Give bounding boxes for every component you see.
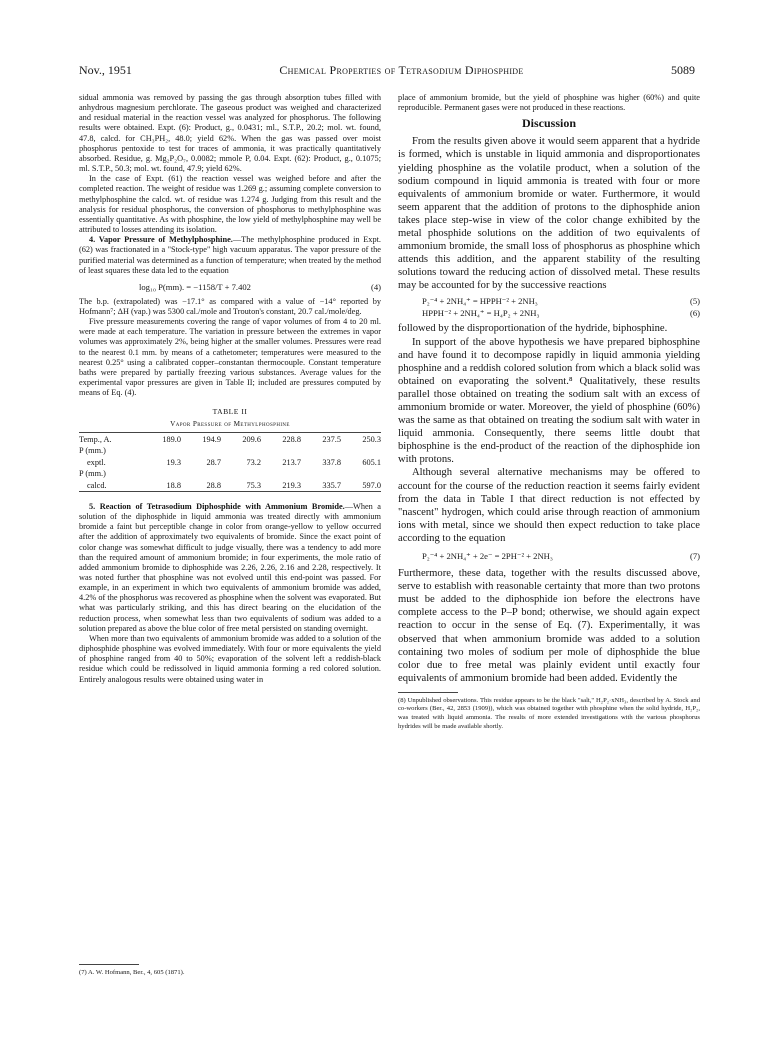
calcd-cell: 597.0	[341, 479, 381, 491]
section-5-body: —When a solution of the diphosphide in liquid ammonia was treated directly with ammonium bromide a faint but perceptible change in color from orange-yellow to yellow occurred after the addition of approximately two equivalents of bromide. Since the exact point of color change was somewhat difficult to judge visually, there was a tendency to add more than the required amount of ammonium bromide; in four experiments, the mole ratio of added ammonium bromide to diphosphide was 2.26, 2.26, 2.16 and 2.28, respectively. It was noted further that phosphine was not evolved until this end-point was passed. For example, in an experiment in which two equivalents of ammonium bromide was added, 4.2% of the phosphorus was recovered as phosphine when the solvent was evaporated. But what was particularly striking, and this has direct bearing on the elucidation of the reduction process, when somewhat less than two equivalents of sodium was added to a solution prepared as above the blue color of free metal persisted on standing overnight.	[79, 501, 381, 633]
calcd-cell: 219.3	[261, 479, 301, 491]
calcd-label: calcd.	[79, 479, 141, 491]
equation-4-text: log₁₀ P(mm). = −1158/T + 7.402	[139, 281, 251, 292]
discussion-paragraph-4: Although several alternative mechanisms may be offered to account for the course of the reduction reaction it seems fairly evident from the data in Table I that direct reduction is not effected by "nascent" hydrogen, which could arise through reaction of ammonium ions with metal, since we should then expect reduction to take place according to the equation	[398, 467, 700, 544]
continuation-paragraph: place of ammonium bromide, but the yield of phosphine was higher (60%) and quite reproducible. Permanent gases were not produced in these reactions.	[398, 93, 700, 113]
left-footnotes	[79, 958, 381, 978]
pressure-label: P (mm.)	[79, 469, 106, 479]
calcd-cell: 28.8	[181, 479, 221, 491]
right-footnotes	[398, 692, 700, 731]
temp-cell: 189.0	[141, 433, 181, 445]
discussion-paragraph-3: In support of the above hypothesis we have prepared biphosphine and have found it to decompose rapidly in liquid ammonia yielding phosphine and a reddish colored solution from which a black solid was obtained on evaporating the solvent.⁸ Qualitatively, these results parallel those obtained on treating the sodium salt with an excess of ammonium bromide or water. Moreover, the yield of phosphine (60%) was the same as that obtained on treating the sodium salt with water in liquid ammonia. Consequently, there seems little doubt that biphosphine is the end-product of the reaction of the diphosphide ion with protons.	[398, 336, 700, 466]
page-number: 5089	[671, 63, 695, 77]
footnote-7: (7) A. W. Hofmann, Ber., 4, 605 (1871).	[79, 969, 185, 976]
section-4-paragraph	[79, 235, 381, 276]
equation-6-number: (6)	[689, 308, 700, 319]
section-5-title: 5. Reaction of Tetrasodium Diphosphide with Ammonium Bromide.	[89, 501, 345, 511]
vapor-pressure-table	[79, 432, 381, 492]
table-row	[79, 468, 381, 480]
residue-weight-paragraph: In the case of Expt. (61) the reaction vessel was weighed before and after the completed reaction. The weight of residue was 1.269 g.; assuming complete conversion to methylphosphine the calcd. wt. of residue was 1.274 g. Judging from this result and the analysis for residual phosphorus, the conversion of phosphorus to methylphosphine was essentially quantitative. As with phosphine, the low yield of methylphosphine may well be attributed to losses attending its isolation.	[79, 174, 381, 235]
experimental-results-paragraph: sidual ammonia was removed by passing the gas through absorption tubes filled with anhydrous magnesium perchlorate. The gaseous product was weighed and characterized and residual material in the reaction vessel was analyzed for phosphorus. The following results were obtained. Expt. (6): Product, g., 0.0431; ml., S.T.P., 20.2; mol. wt. found, 47.8, calcd. for CH₃PH₂, 48.0; yield 62%. When the gas was passed over moist phosphorus pentoxide to test for traces of ammonia, it was practically quantitatively absorbed. Residue, g. Mg₂P₂O₇, 0.0082; mmole P, 0.04. Expt. (62): Product, g., 0.1075; ml. S.T.P., 50.3; mol. wt. found, 47.9; yield 62%.	[79, 93, 381, 174]
running-title: Chemical Properties of Tetrasodium Diphosphide	[279, 63, 524, 77]
equation-7-text: P₂⁻⁴ + 2NH₄⁺ + 2e⁻ = 2PH⁻² + 2NH₃	[422, 551, 553, 562]
temp-cell: 250.3	[341, 433, 381, 445]
footnote-8: (8) Unpublished observations. This residue appears to be the black "salt," H₂P₂·xNH₃, described by A. Stock and co-workers (Ber., 42, 2853 (1909)), which was obtained together with phosphine when the solid hydride, H₂P₂, was treated with liquid ammonia. The results of more extended investigations with the various phosphorus hydrides will be made available shortly.	[398, 696, 700, 730]
footnote-divider	[398, 692, 458, 693]
temp-cell: 228.8	[261, 433, 301, 445]
temp-cell: 209.6	[221, 433, 261, 445]
equation-7-number: (7)	[689, 551, 700, 562]
measurement-paragraph: Five pressure measurements covering the range of vapor volumes of from 4 to 20 ml. were made at each temperature. The variation in pressure between the extremes in vapor volumes was approximately 2%, being higher at the smaller volumes. Pressures were read to the nearest 0.1 mm. by means of a cathetometer; temperatures were measured to the nearest 0.25° using a calibrated copper–constantan thermocouple. Constant temperature baths were prepared by partially freezing various substances. Average values for the experimental vapor pressures are given in Table II; included are pressures computed by means of Eq. (4).	[79, 317, 381, 398]
right-column	[398, 93, 700, 731]
equation-5-number: (5)	[689, 296, 700, 307]
section-4-body: —The methylphosphine produced in Expt. (62) was fractionated in a "Stock-type" high vacuum apparatus. The vapor pressure of the purified material was determined as a function of temperature; when treated by the method of least squares these data led to the equation	[79, 235, 381, 275]
temp-cell: 194.9	[181, 433, 221, 445]
issue-date: Nov., 1951	[79, 63, 132, 77]
equation-6-text: HPPH⁻² + 2NH₄⁺ = H₄P₂ + 2NH₃	[422, 308, 540, 319]
exptl-cell: 73.2	[246, 457, 261, 467]
page-header	[79, 63, 695, 79]
excess-bromide-paragraph: When more than two equivalents of ammonium bromide was added to a solution of the diphosphide phosphine was evolved immediately. With four or more equivalents the yield of phosphine ranged from 40 to 50%; evaporation of the solvent left a reddish-black residue which could be redissolved in liquid ammonia forming a red colored solution. Entirely analogous results were obtained using water in	[79, 633, 381, 684]
discussion-heading: Discussion	[521, 116, 577, 131]
section-4-title: 4. Vapor Pressure of Methylphosphine.	[89, 235, 233, 245]
pressure-label: P (mm.)	[79, 446, 106, 456]
table-row	[79, 445, 381, 457]
exptl-label: exptl.	[87, 457, 106, 467]
calcd-cell: 75.3	[221, 479, 261, 491]
equation-5-text: P₂⁻⁴ + 2NH₄⁺ = HPPH⁻² + 2NH₃	[422, 296, 538, 307]
exptl-cell: 213.7	[282, 457, 301, 467]
boiling-point-paragraph: The b.p. (extrapolated) was −17.1° as compared with a value of −14° reported by Hofmann⁷; ΔH (vap.) was 5300 cal./mole and Trouton's constant, 20.7 cal./mole/deg.	[79, 296, 381, 316]
equation-4	[79, 282, 381, 292]
discussion-paragraph-2: followed by the disproportionation of the hydride, biphosphine.	[398, 323, 668, 335]
exptl-cell: 28.7	[206, 457, 221, 467]
table-caption: TABLE II	[212, 407, 248, 417]
discussion-paragraph-5: Furthermore, these data, together with the results discussed above, serve to establish with reasonable certainty that more than two protons must be added to the diphosphide ion before the electrons have complete access to the P–P bond; otherwise, we should again expect reaction to occur in the sense of Eq. (7). Experimentally, it was observed that when ammonium bromide was added to a solution containing two moles of sodium per mole of diphosphide the blue color due to free metal was plainly evident until exactly four equivalents of ammonium bromide had been added. Evidently the	[398, 568, 700, 684]
table-row	[79, 433, 381, 445]
table-row	[79, 479, 381, 491]
section-5-paragraph	[79, 502, 381, 634]
discussion-paragraph-1: From the results given above it would seem apparent that a hydride is formed, which is unstable in liquid ammonia and disproportionates yielding phosphine as the volatile product, when a solution of the sodium compound in liquid ammonia is treated with four or more equivalents of ammonium bromide or water. Furthermore, it would seem apparent that the addition of protons to the diphosphide anion takes place step-wise in view of the color change exhibited by the metal phosphide solutions on the addition of two equivalents of ammonium bromide, the small loss of phosphorus as phosphine which attends this addition, and the apparent stability of the resulting solutions toward the reducing action of dissolved metal. These results may be accounted for by the successive reactions	[398, 136, 700, 292]
exptl-cell: 337.8	[322, 457, 341, 467]
temp-cell: 237.5	[301, 433, 341, 445]
table-row	[79, 456, 381, 468]
left-column	[79, 93, 381, 685]
equation-4-number: (4)	[370, 281, 381, 292]
equation-5	[398, 295, 700, 307]
footnote-divider	[79, 964, 139, 965]
equation-7	[398, 550, 700, 562]
calcd-cell: 18.8	[141, 479, 181, 491]
temp-label: Temp., A.	[79, 433, 141, 445]
calcd-cell: 335.7	[301, 479, 341, 491]
exptl-cell: 19.3	[166, 457, 181, 467]
equations-5-6	[398, 295, 700, 319]
exptl-cell: 605.1	[362, 457, 381, 467]
table-title: Vapor Pressure of Methylphosphine	[170, 420, 290, 429]
equation-6	[398, 307, 700, 319]
